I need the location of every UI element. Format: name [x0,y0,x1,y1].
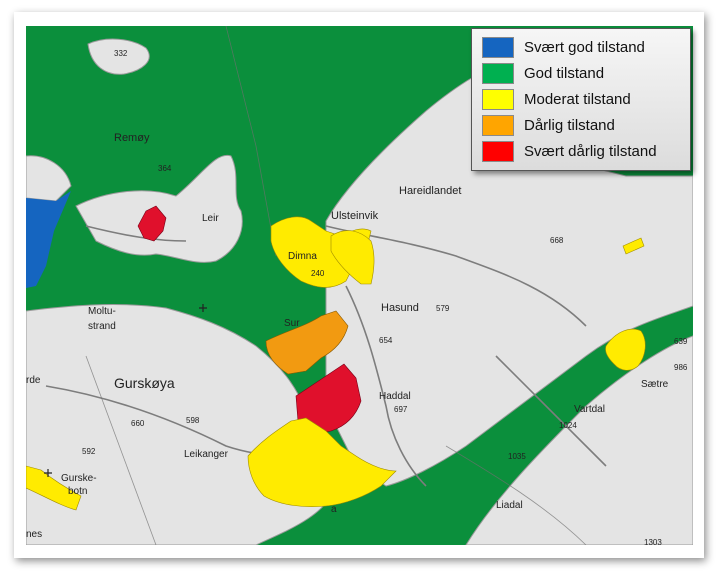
label-moltustranda-1: Moltu- [88,306,116,317]
legend-label-good: God tilstand [524,64,605,82]
legend-item-very-good [482,36,645,58]
elev-598: 598 [186,416,200,425]
label-moltustranda-2: strand [88,321,116,332]
elev-1303: 1303 [644,538,662,545]
legend-label-very-good: Svært god tilstand [524,38,645,56]
label-rde: rde [26,375,41,386]
label-saetre: Sætre [641,379,669,390]
label-gurskebotn-2: botn [68,486,88,497]
label-remoy: Remøy [114,132,150,144]
label-sur: Sur [284,318,300,329]
elev-639: 639 [674,337,688,346]
elev-986: 986 [674,363,688,372]
legend-item-good [482,62,604,84]
label-dimna: Dimna [288,251,317,262]
legend-swatch-good [482,63,514,84]
elev-332: 332 [114,49,128,58]
label-hasund: Hasund [381,302,419,314]
legend-item-very-poor [482,140,657,162]
elev-1035: 1035 [508,452,526,461]
label-a: a [331,504,337,515]
label-haddal: Haddal [379,391,411,402]
elev-660: 660 [131,419,145,428]
elev-240: 240 [311,269,325,278]
elev-697: 697 [394,405,408,414]
legend-item-moderate [482,88,631,110]
elev-592: 592 [82,447,96,456]
elev-579: 579 [436,304,450,313]
legend-label-poor: Dårlig tilstand [524,116,615,134]
label-nes: nes [26,529,43,540]
elev-364: 364 [158,164,172,173]
label-gurskebotn-1: Gurske- [61,473,97,484]
legend-swatch-poor [482,115,514,136]
elev-1024: 1024 [559,421,577,430]
label-leir: Leir [202,213,219,224]
map-legend [471,28,691,171]
legend-swatch-very-good [482,37,514,58]
elev-668: 668 [550,236,564,245]
legend-item-poor [482,114,615,136]
legend-label-moderate: Moderat tilstand [524,90,631,108]
label-liadal: Liadal [496,500,523,511]
legend-label-very-poor: Svært dårlig tilstand [524,142,657,160]
legend-swatch-moderate [482,89,514,110]
label-vartdal: Vartdal [574,404,605,415]
label-ulsteinvik: Ulsteinvik [331,210,379,222]
label-leikanger: Leikanger [184,449,228,460]
label-hareidlandet: Hareidlandet [399,185,462,197]
legend-swatch-very-poor [482,141,514,162]
label-gurskoya: Gurskøya [114,375,175,391]
elev-654: 654 [379,336,393,345]
